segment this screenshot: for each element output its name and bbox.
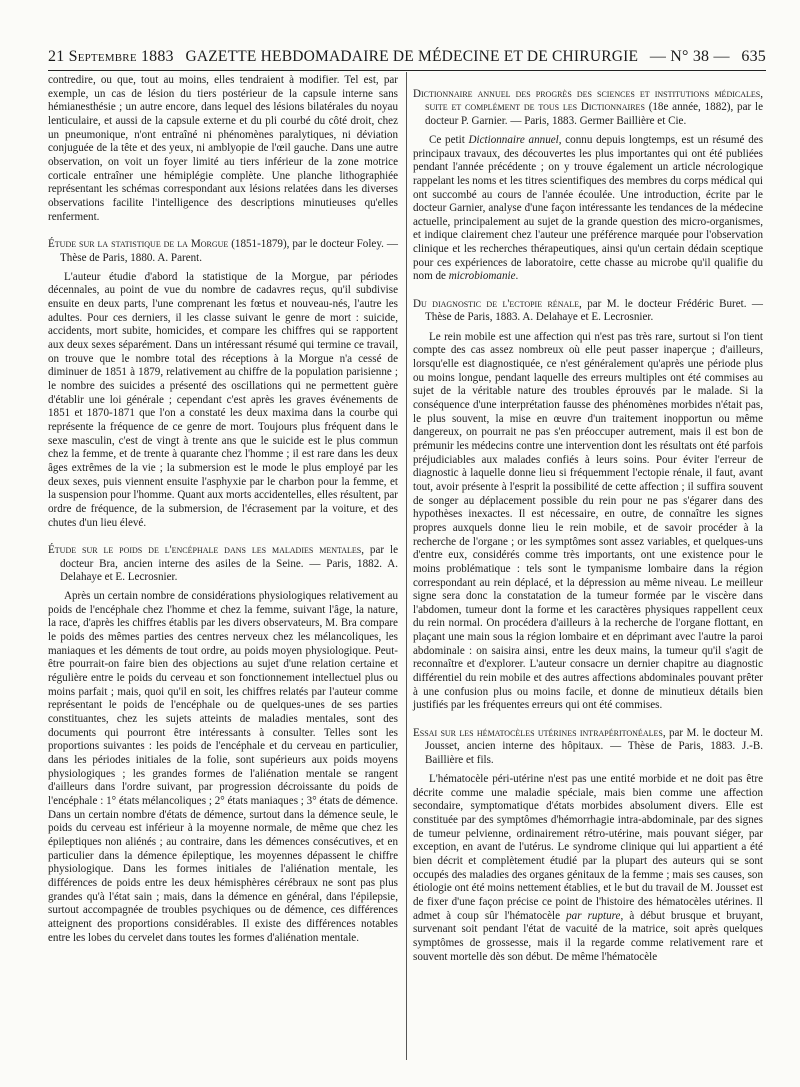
entry-citation: par M. le docteur M. Jousset, ancien interne des hôpitaux. — Thèse de Paris, 1883. J.-B. Baillière et fils.: [425, 727, 763, 766]
page-number: 635: [741, 48, 766, 65]
entry-heading-morgue: [48, 238, 398, 265]
entry-citation: par M. le docteur Frédéric Buret. — Thèse de Paris, 1883. A. Delahaye et E. Lecrosnier.: [425, 298, 763, 324]
italic-term: microbiomanie: [448, 270, 516, 283]
entry-heading-dictionnaire: [413, 88, 763, 128]
italic-title: Dictionnaire annuel: [468, 133, 559, 146]
italic-term: par rupture: [566, 909, 621, 922]
issue-number: — N° 38 —: [649, 48, 730, 65]
continued-text: contredire, ou que, tout au moins, elles tendraient à modifier. Tel est, par exemple, un cas de lésion du tiers postérieur de la capsule interne sans hémianesthésie ; un autre encore, dans lequel des lésions bilatérales du noyau lenticulaire, et aussi de la capsule externe et du pli courbé du côté droit, chez un pneumonique, n'ont entraîné ni phénomènes paralytiques, ni déviation conjuguée de la tête et des yeux, ni amblyopie de l'œil gauche. Dans une autre observation, on voit un foyer limité au tiers inférieur de la zone motrice corticale entraîner une hémiplégie complète. Une planche lithographiée représentant les schémas correspondant aux lésions relatées dans les diverses observations facilite l'intelligence des descriptions minutieuses qu'elles renferment.: [48, 74, 398, 223]
page-header: [48, 40, 766, 71]
entry-title: Étude sur le poids de l'encéphale dans les maladies mentales,: [48, 544, 365, 557]
entry-citation: par le docteur Bra, ancien interne des asiles de la Seine. — Paris, 1882. A. Delahaye et E. Lecrosnier.: [60, 544, 399, 583]
entry-title: Dictionnaire annuel des progrès des sciences et institutions médicales, suite et complément de tous les Dictionnaires: [413, 88, 763, 114]
body-text: .: [515, 270, 519, 283]
entry-body-dictionnaire: [413, 134, 763, 284]
left-column: [48, 74, 398, 945]
body-text: L'hématocèle péri-utérine n'est pas une entité morbide et ne doit pas être décrite comme une maladie spéciale, mais bien comme une affection secondaire, symptomatique d'états morbides absolument divers. Elle est constituée par des symptômes d'hémorrhagie intra-abdominale, par des signes de tumeur pelvienne, ordinairement rétro-utérine, mais pouvant siéger, par exception, en avant de l'utérus. Le syndrome clinique qui lui appartient a été bien décrit et complètement étudié par la plupart des auteurs qui se sont occupés des maladies des organes génitaux de la femme ; mais ses causes, son étiologie ont été moins nettement établies, et le but du travail de M. Jousset est de fixer d'une façon précise ce point de l'histoire des hématocèles utérines. Il admet à coup sûr l'hématocèle: [413, 772, 763, 922]
entry-heading-hematoceles: [413, 727, 763, 767]
journal-title: GAZETTE HEBDOMADAIRE DE MÉDECINE ET DE CHIRURGIE: [185, 48, 639, 65]
entry-citation: (18e année, 1882), par le docteur P. Garnier. — Paris, 1883. Germer Baillière et Cie.: [425, 101, 764, 127]
right-column: [413, 74, 763, 964]
body-text: Ce petit: [429, 133, 469, 146]
entry-body-morgue: L'auteur étudie d'abord la statistique de la Morgue, par périodes décennales, au point de vue du nombre de cadavres reçus, qu'il subdivise ensuite en deux parts, l'une comprenant les fœtus et nouveau-nés, l'autre les adultes. Pour ces derniers, il les classe suivant le genre de mort : suicide, accidents, mort subite, homicides, et compare les chiffres qui se rapportent aux deux sexes séparément. Dans un intéressant résumé qui termine ce travail, on trouve que le nombre total des réceptions à la Morgue n'a cessé de diminuer de 1851 à 1879, relativement au chiffre de la population parisienne ; le nombre des suicides a présenté des oscillations qui ne permettent guère d'établir une loi générale ; cependant c'est après les graves événements de 1851 et 1870-1871 que l'on a constaté les deux maxima dans la courbe qui représente la fréquence de ce genre de mort. Toujours plus fréquent dans le sexe masculin, c'est de vingt à trente ans que le suicide est le plus commun chez la femme, et de trente à quarante chez l'homme ; il est rare dans les deux âges extrêmes de la vie ; la submersion est le mode le plus employé par les deux sexes, puis viennent ensuite l'asphyxie par le charbon pour la femme, et la suspension pour l'homme. Quant aux morts accidentelles, elles résultent, par ordre de fréquence, de la submersion, de l'écrasement par la voiture, et des chutes d'un lieu élevé.: [48, 270, 398, 529]
entry-title: Essai sur les hématocèles utérines intrapéritonéales,: [413, 727, 666, 740]
entry-body-hematoceles: [413, 773, 763, 964]
entry-heading-encephale: [48, 544, 398, 584]
entry-title: Étude sur la statistique de la Morgue: [48, 238, 229, 251]
entry-body-ectopie: Le rein mobile est une affection qui n'est pas très rare, surtout si l'on tient compte des cas assez nombreux où elle peut passer inaperçue ; d'ailleurs, lorsqu'elle est diagnostiquée, ce n'est généralement qu'après une période plus ou moins longue, pendant laquelle des erreurs multiples ont été commises au sujet de la véritable nature des troubles éprouvés par le malade. Si la conséquence d'une interprétation fausse des phénomènes morbides n'était pas, le plus souvent, la mise en œuvre d'un traitement inopportun ou même dangereux, on pourrait ne pas s'en préoccuper autrement, mais il est bon de prémunir les médecins contre une intervention dont les résultats ont été parfois préjudiciables aux malades confiés à leurs soins. Pour éviter l'erreur de diagnostic à laquelle donne lieu si fréquemment l'ectopie rénale, il faut, avant tout, avoir présente à l'esprit la possibilité de cette affection ; il suffira souvent de songer au déplacement possible du rein pour ne pas s'égarer dans des hypothèses inexactes. Il est nécessaire, en outre, de connaître les signes propres auxquels donne lieu le rein mobile, et de savoir procéder à la recherche de l'organe ; or les symptômes sont assez variables, et quelques-uns d'entre eux, considérés comme très importants, ont une existence pour le moins problématique : tels sont le tympanisme lombaire dans la région correspondant au rein déplacé, et la dépression au même niveau. Le meilleur signe sera donc la constatation de la tumeur formée par le viscère dans l'abdomen, tumeur dont la forme et les caractères physiques rappellent ceux du rein normal. On procédera d'ailleurs à la recherche de l'organe flottant, en plaçant une main sous la région lombaire et en déprimant avec l'autre la paroi abdominale : on saisira ainsi, entre les deux mains, la tumeur qu'il s'agit de reconnaître et d'explorer. L'auteur consacre un dernier chapitre au diagnostic différentiel du rein mobile et des autres affections abdominales pouvant prêter à une confusion plus ou moins facile, et donne de minutieux détails bien justifiés par les fréquentes erreurs qui ont été commises.: [413, 330, 763, 712]
entry-heading-ectopie: [413, 298, 763, 325]
body-text: , connu depuis longtemps, est un résumé des principaux travaux, des découvertes les plus importantes qui ont été publiées pendant l'année précédente ; on y trouve également un article nécrologique rappelant les noms et les titres scientifiques des membres du corps médical qui ont succombé au cours de l'année écoulée. Une introduction, écrite par le docteur Garnier, analyse d'une façon intéressante les tendances de la médecine actuelle, principalement au sujet de la grande question des micro-organismes, et indique clairement chez l'auteur une préférence marquée pour l'observation clinique et les recherches thérapeutiques, ainsi qu'un certain dédain sceptique pour ces expériences de laboratoire, cette chasse au microbe qu'il qualifie du nom de: [413, 133, 764, 283]
entry-title: Du diagnostic de l'ectopie rénale,: [413, 298, 582, 311]
entry-citation: (1851-1879), par le docteur Foley. — Thèse de Paris, 1880. A. Parent.: [60, 238, 398, 264]
column-divider: [406, 72, 407, 1060]
header-date: 21 Septembre 1883: [48, 48, 174, 65]
body-text: , à début brusque et bruyant, survenant soit pendant l'état de vacuité de la matrice, soit après quelques symptômes de grossesse, mais il la regarde comme relativement rare et souvent mortelle dès son début. De même l'hématocèle: [413, 909, 763, 963]
entry-body-encephale: Après un certain nombre de considérations physiologiques relativement au poids de l'encéphale chez l'homme et chez la femme, suivant l'âge, la nature, la race, d'après les chiffres établis par les divers observateurs, M. Bra compare le poids des mêmes parties des centres nerveux chez les mélancoliques, les maniaques et les déments de tout ordre, au poids moyen physiologique. Peut-être pourrait-on faire bien des objections au sujet d'une relation certaine et régulière entre le poids du cerveau et son fonctionnement intellectuel plus ou moins parfait ; mais, quoi qu'il en soit, les chiffres relatés par l'auteur comme représentant le poids de l'encéphale ou de quelques-unes de ses parties constituantes, chez les sujets atteints de maladies mentales, sont des documents qui pourront être intéressants à consulter. Telles sont les proportions suivantes : les poids de l'encéphale et du cerveau en particulier, dans les périodes initiales de la folie, sont supérieurs aux poids moyens physiologiques ; les grandes formes de l'aliénation mentale se rangent d'ailleurs dans l'ordre suivant, par progression décroissante du poids de l'encéphale : 1° états mélancoliques ; 2° états maniaques ; 3° états de démence. Dans un certain nombre d'états de démence, surtout dans la démence seule, le poids du cerveau est inférieur à la moyenne normale, de même que chez les épileptiques non aliénés ; au contraire, dans les démences consécutives, et en particulier dans la démence épileptique, les moyennes dépassent le chiffre physiologique. Dans les formes initiales de l'aliénation mentale, les différences de poids entre les deux hémisphères cérébraux ne sont pas plus grandes qu'à l'état sain ; mais, dans la démence en général, dans l'épilepsie, surtout accompagnée de troubles psychiques ou de démence, ces différences atteignent des proportions considérables. Il existe des différences notables entre les lobes du cervelet dans toutes les formes d'aliénation mentale.: [48, 590, 398, 944]
